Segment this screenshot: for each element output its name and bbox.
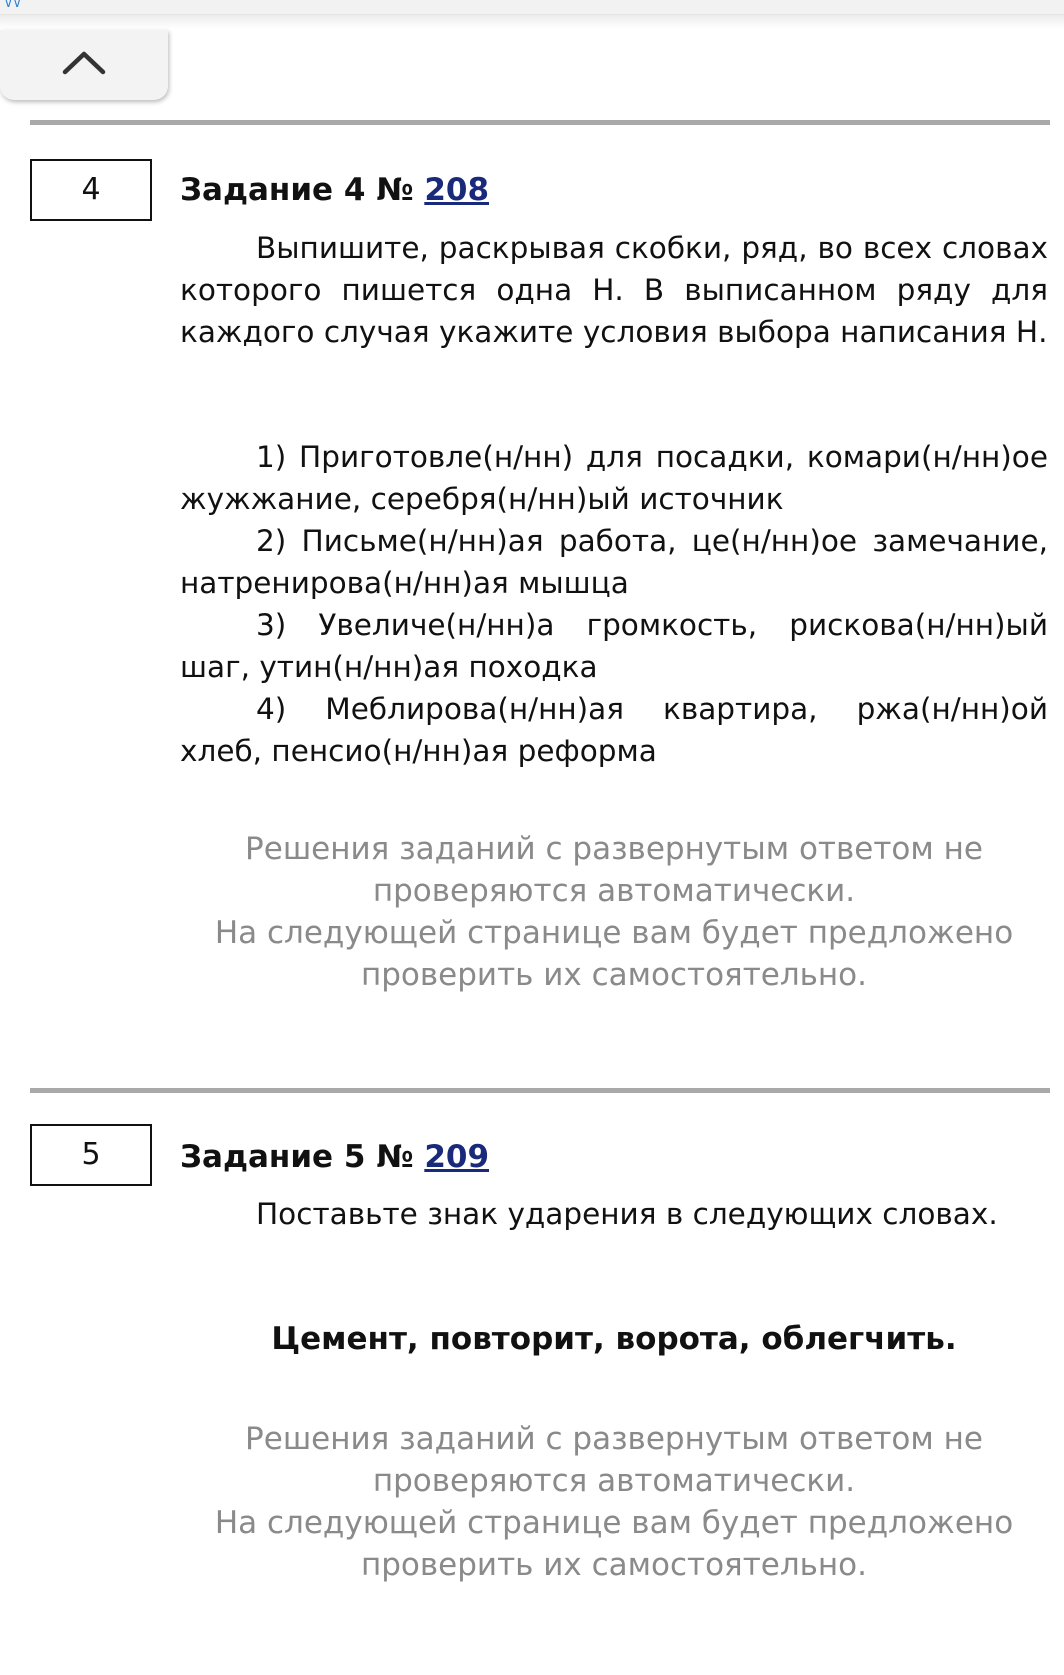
note-line: На следующей странице вам будет предложено проверить их самостоятельно. bbox=[214, 1505, 1014, 1583]
note-line: Решения заданий с развернутым ответом не проверяются автоматически. bbox=[245, 831, 983, 909]
top-shadow bbox=[0, 15, 1064, 29]
manual-check-note bbox=[180, 828, 1048, 996]
task-option: 3) Увеличе(н/нн)а громкость, рискова(н/нн)ый шаг, утин(н/нн)ая походка bbox=[180, 608, 1048, 684]
task-id-link[interactable]: 209 bbox=[424, 1139, 490, 1175]
task-title-text: Задание 4 № bbox=[180, 172, 425, 208]
task-title-text: Задание 5 № bbox=[180, 1139, 425, 1175]
chevron-up-icon bbox=[61, 47, 107, 75]
manual-check-note bbox=[180, 1418, 1048, 1586]
task-number-box: 4 bbox=[30, 159, 152, 221]
top-bar bbox=[0, 0, 1064, 15]
task-option: 1) Приготовле(н/нн) для посадки, комари(н/нн)ое жужжание, серебря(н/нн)ый источник bbox=[180, 440, 1048, 516]
task-id-link[interactable]: 208 bbox=[424, 172, 490, 208]
task-option: 4) Меблирова(н/нн)ая квартира, ржа(н/нн)ой хлеб, пенсио(н/нн)ая реформа bbox=[180, 692, 1048, 768]
task-statement bbox=[180, 1193, 1048, 1235]
task-title bbox=[180, 1137, 489, 1177]
task-statement bbox=[180, 227, 1048, 353]
task-statement-text: Поставьте знак ударения в следующих словах. bbox=[256, 1197, 998, 1231]
task-option: 2) Письме(н/нн)ая работа, це(н/нн)ое замечание, натренирова(н/нн)ая мышца bbox=[180, 524, 1048, 600]
separator bbox=[30, 120, 1050, 125]
separator bbox=[30, 1088, 1050, 1093]
top-edge-icon: ∨∨ bbox=[4, 0, 22, 10]
note-line: На следующей странице вам будет предложено проверить их самостоятельно. bbox=[214, 915, 1014, 993]
task-number-box: 5 bbox=[30, 1124, 152, 1186]
collapse-button[interactable] bbox=[0, 30, 168, 100]
note-line: Решения заданий с развернутым ответом не проверяются автоматически. bbox=[245, 1421, 983, 1499]
task-title bbox=[180, 170, 489, 210]
task-statement-text: Выпишите, раскрывая скобки, ряд, во всех словах которого пишется одна Н. В выписанном ряду для каждого случая укажите условия выбора написания Н. bbox=[180, 231, 1048, 349]
stress-words: Цемент, повторит, ворота, облегчить. bbox=[271, 1321, 957, 1357]
task-options bbox=[180, 436, 1048, 772]
